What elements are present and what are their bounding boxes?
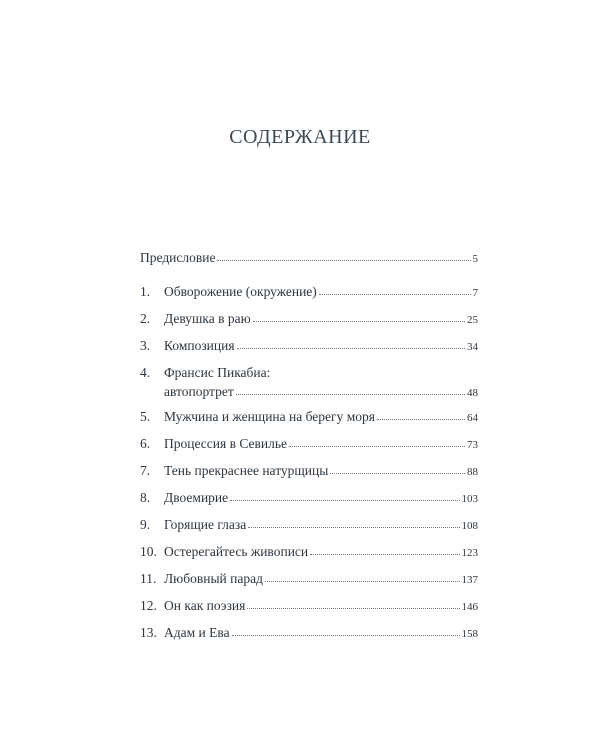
toc-page-number: 5 — [472, 253, 478, 265]
toc-page-number: 137 — [461, 574, 478, 586]
toc-entry-title: Процессия в Севилье — [164, 436, 287, 451]
dot-leader — [265, 581, 460, 582]
dot-leader — [310, 554, 459, 555]
chapter-number: 4. — [140, 365, 151, 380]
toc-entry-title: Горящие глаза — [164, 517, 247, 532]
toc-entry-title: Предисловие — [140, 250, 216, 265]
dot-leader — [237, 348, 465, 349]
toc-entry — [140, 489, 478, 508]
dot-leader — [253, 321, 465, 322]
toc-page-number: 64 — [467, 412, 478, 424]
chapter-number: 13. — [140, 625, 157, 640]
chapter-number: 8. — [140, 490, 151, 505]
dot-leader — [289, 446, 465, 447]
chapter-number: 12. — [140, 598, 157, 613]
dot-leader — [319, 294, 471, 295]
chapter-number: 5. — [140, 409, 151, 424]
toc-entry — [140, 435, 478, 454]
toc-entry-title: Девушка в раю — [164, 311, 251, 326]
toc-page-number: 158 — [461, 628, 478, 640]
toc-page-number: 103 — [461, 493, 478, 505]
dot-leader — [247, 608, 459, 609]
toc-entry-title: Тень прекраснее натурщицы — [164, 463, 329, 478]
chapter-number: 2. — [140, 311, 151, 326]
chapter-number: 7. — [140, 463, 151, 478]
chapter-number: 1. — [140, 284, 151, 299]
toc-entry — [140, 516, 478, 535]
toc-entry — [140, 462, 478, 481]
page-title: СОДЕРЖАНИЕ — [229, 126, 371, 148]
toc-page-number: 34 — [467, 341, 478, 353]
toc-entry — [140, 597, 478, 616]
toc-page-number: 48 — [467, 387, 478, 399]
dot-leader — [236, 394, 465, 395]
toc-entry — [140, 543, 478, 562]
toc-entry-title: Двоемирие — [164, 490, 229, 505]
toc-entry — [140, 310, 478, 329]
toc-entry-title-line1: Франсис Пикабиа: — [164, 365, 271, 380]
toc-entry — [140, 408, 478, 427]
toc-page-number: 25 — [467, 314, 478, 326]
toc-page-number: 73 — [467, 439, 478, 451]
toc-entry-title: Обворожение (окружение) — [164, 284, 317, 299]
toc-entry — [140, 364, 478, 402]
toc-entry-preface — [140, 249, 478, 268]
toc-entry-title: Мужчина и женщина на берегу моря — [164, 409, 375, 424]
toc-entry-title: Любовный парад — [164, 571, 263, 586]
chapter-number: 11. — [140, 571, 157, 586]
toc-entry-title: Композиция — [164, 338, 235, 353]
chapter-number: 9. — [140, 517, 151, 532]
toc-page-number: 7 — [472, 287, 478, 299]
dot-leader — [230, 500, 459, 501]
toc-page-number: 88 — [467, 466, 478, 478]
toc-entry-title: Остерегайтесь живописи — [164, 544, 309, 559]
toc-page-number: 123 — [461, 547, 478, 559]
chapter-number: 6. — [140, 436, 151, 451]
toc-page-number: 146 — [461, 601, 478, 613]
dot-leader — [248, 527, 459, 528]
toc-entry-title: Он как поэзия — [164, 598, 246, 613]
toc-entry-title: автопортрет — [164, 384, 234, 399]
toc-page-number: 108 — [461, 520, 478, 532]
dot-leader — [377, 419, 465, 420]
toc-entry — [140, 624, 478, 643]
chapter-number: 3. — [140, 338, 151, 353]
dot-leader — [217, 260, 470, 261]
dot-leader — [232, 635, 460, 636]
toc-entry-title: Адам и Ева — [164, 625, 230, 640]
toc-entry — [140, 570, 478, 589]
toc-entry — [140, 283, 478, 302]
chapter-number: 10. — [140, 544, 157, 559]
dot-leader — [330, 473, 465, 474]
toc-entry — [140, 337, 478, 356]
